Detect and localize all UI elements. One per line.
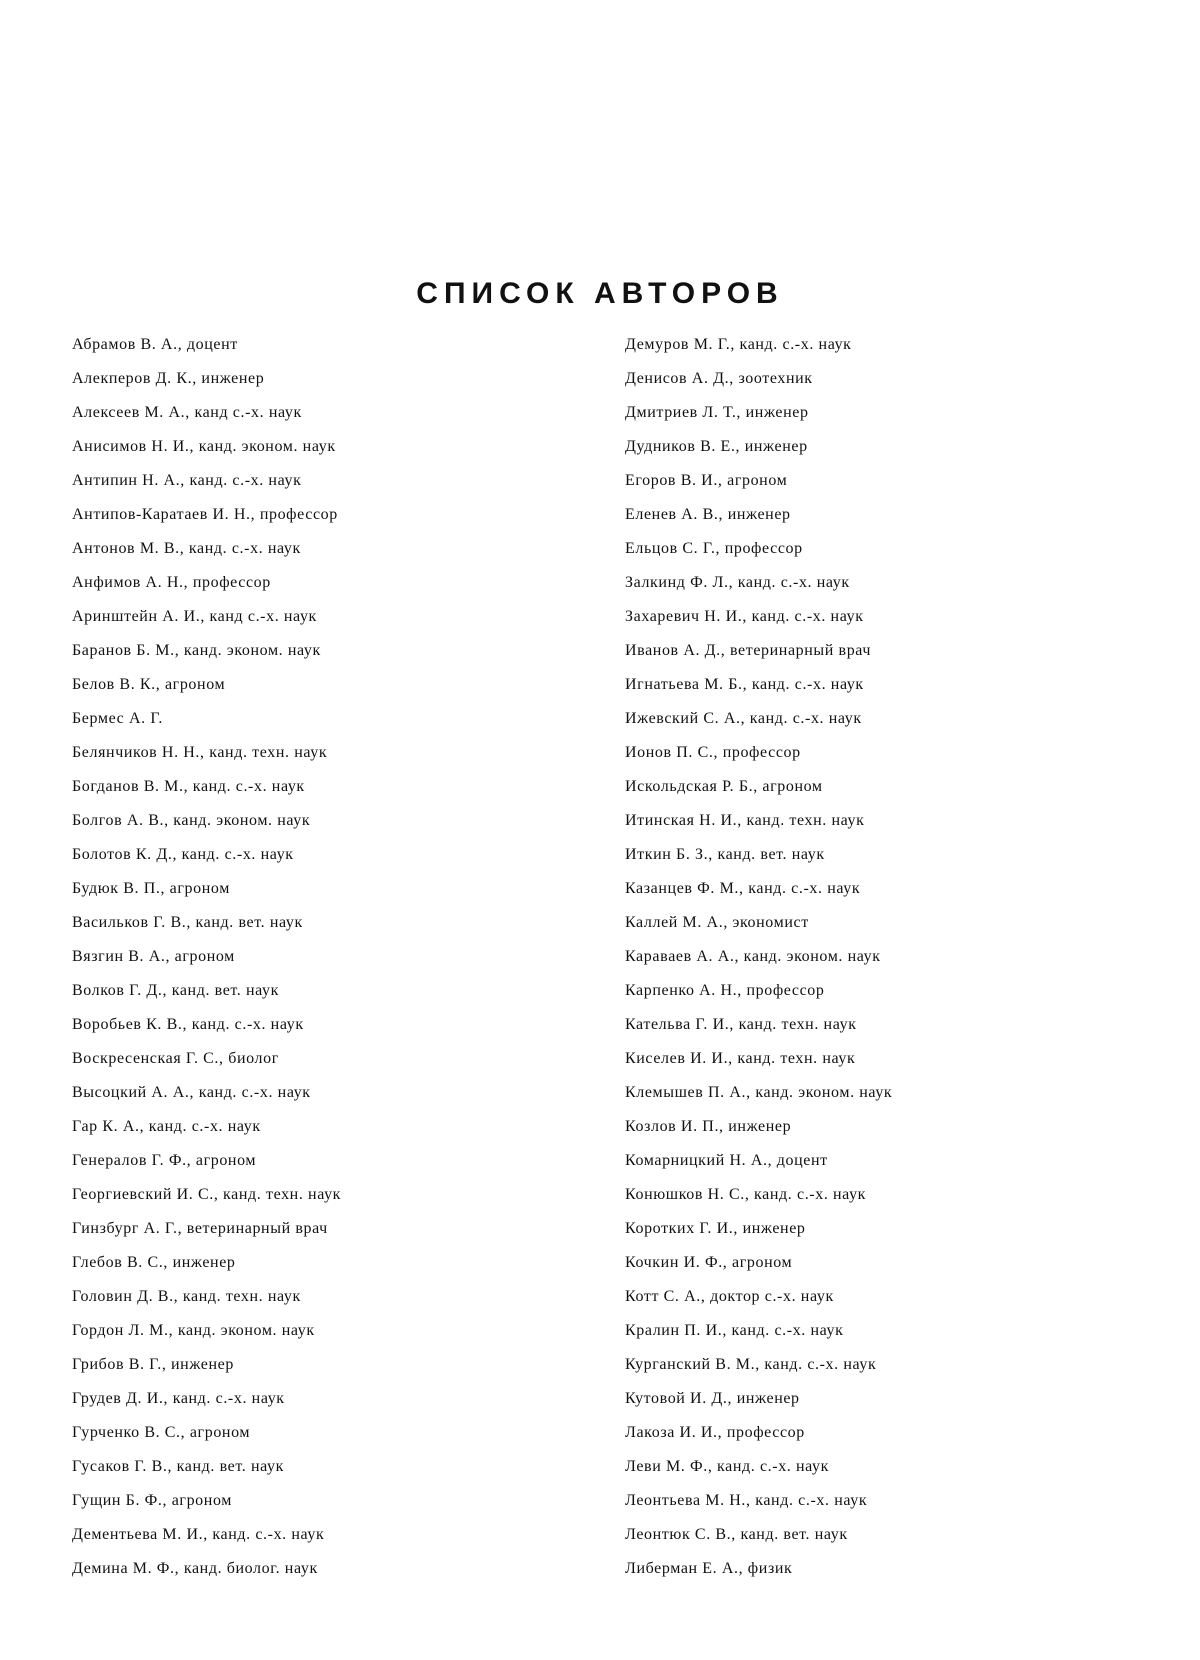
author-entry: Каравaев А. А., канд. эконом. наук	[625, 948, 881, 965]
author-entry: Гинзбург А. Г., ветеринарный врач	[72, 1220, 328, 1237]
author-list-left-column	[72, 328, 592, 1586]
author-entry: Аринштейн А. И., канд с.-х. наук	[72, 608, 317, 625]
author-entry: Воскресенская Г. С., биолог	[72, 1050, 279, 1067]
author-entry: Болотов К. Д., канд. с.-х. наук	[72, 846, 294, 863]
author-entry: Белов В. К., агроном	[72, 676, 226, 693]
author-entry: Вязгин В. А., агроном	[72, 948, 235, 965]
author-entry: Головин Д. В., канд. техн. наук	[72, 1288, 301, 1305]
author-entry: Козлов И. П., инженер	[625, 1118, 792, 1135]
author-entry: Белянчиков Н. Н., канд. техн. наук	[72, 744, 328, 761]
author-entry: Грибов В. Г., инженер	[72, 1356, 234, 1373]
author-entry: Леонтьева М. Н., канд. с.-х. наук	[625, 1492, 868, 1509]
author-list-right-column	[625, 328, 1145, 1586]
author-entry: Иткин Б. З., канд. вет. наук	[625, 846, 825, 863]
author-entry: Итинская Н. И., канд. техн. наук	[625, 812, 865, 829]
author-entry: Гордон Л. М., канд. эконом. наук	[72, 1322, 315, 1339]
author-entry: Грудев Д. И., канд. с.-х. наук	[72, 1390, 285, 1407]
author-entry: Антонов М. В., канд. с.-х. наук	[72, 540, 301, 557]
author-entry: Гусаков Г. В., канд. вет. наук	[72, 1458, 284, 1475]
author-entry: Будюк В. П., агроном	[72, 880, 230, 897]
author-entry: Еленев А. В., инженер	[625, 506, 791, 523]
author-entry: Карпенко А. Н., профессор	[625, 982, 825, 999]
author-entry: Леви М. Ф., канд. с.-х. наук	[625, 1458, 830, 1475]
author-entry: Захаревич Н. И., канд. с.-х. наук	[625, 608, 864, 625]
author-entry: Ельцов С. Г., профессор	[625, 540, 803, 557]
author-entry: Баранов Б. М., канд. эконом. наук	[72, 642, 321, 659]
author-entry: Генералов Г. Ф., агроном	[72, 1152, 257, 1169]
author-entry: Залкинд Ф. Л., канд. с.-х. наук	[625, 574, 850, 591]
author-entry: Котт С. А., доктор с.-х. наук	[625, 1288, 834, 1305]
author-entry: Абрамов В. А., доцент	[72, 336, 238, 353]
author-entry: Игнатьева М. Б., канд. с.-х. наук	[625, 676, 864, 693]
author-entry: Конюшков Н. С., канд. с.-х. наук	[625, 1186, 867, 1203]
author-entry: Кательва Г. И., канд. техн. наук	[625, 1016, 857, 1033]
author-entry: Гурченко В. С., агроном	[72, 1424, 251, 1441]
author-entry: Бермес А. Г.	[72, 710, 163, 727]
author-entry: Волков Г. Д., канд. вет. наук	[72, 982, 280, 999]
author-entry: Демина М. Ф., канд. биолог. наук	[72, 1560, 318, 1577]
author-entry: Кралин П. И., канд. с.-х. наук	[625, 1322, 844, 1339]
author-entry: Комарницкий Н. А., доцент	[625, 1152, 828, 1169]
author-entry: Либерман Е. А., физик	[625, 1560, 793, 1577]
author-entry: Демуров М. Г., канд. с.-х. наук	[625, 336, 852, 353]
author-entry: Ижевский С. А., канд. с.-х. наук	[625, 710, 862, 727]
author-entry: Алекперов Д. К., инженер	[72, 370, 265, 387]
author-entry: Лакоза И. И., профессор	[625, 1424, 805, 1441]
author-entry: Леонтюк С. В., канд. вет. наук	[625, 1526, 848, 1543]
author-entry: Богданов В. М., канд. с.-х. наук	[72, 778, 305, 795]
author-entry: Егоров В. И., агроном	[625, 472, 788, 489]
author-entry: Иванов А. Д., ветеринарный врач	[625, 642, 872, 659]
author-entry: Киселев И. И., канд. техн. наук	[625, 1050, 856, 1067]
author-entry: Антипов-Каратаев И. Н., профессор	[72, 506, 338, 523]
author-entry: Анфимов А. Н., профессор	[72, 574, 271, 591]
author-entry: Дмитриев Л. Т., инженер	[625, 404, 809, 421]
author-entry: Болгов А. В., канд. эконом. наук	[72, 812, 311, 829]
author-entry: Кочкин И. Ф., агроном	[625, 1254, 793, 1271]
author-entry: Каллей М. А., экономист	[625, 914, 809, 931]
author-entry: Казанцев Ф. М., канд. с.-х. наук	[625, 880, 861, 897]
author-entry: Искольдская Р. Б., агроном	[625, 778, 823, 795]
author-entry: Денисов А. Д., зоотехник	[625, 370, 813, 387]
author-entry: Васильков Г. В., канд. вет. наук	[72, 914, 303, 931]
author-entry: Глебов В. С., инженер	[72, 1254, 236, 1271]
author-entry: Анисимов Н. И., канд. эконом. наук	[72, 438, 336, 455]
author-entry: Ионов П. С., профессор	[625, 744, 801, 761]
author-entry: Гущин Б. Ф., агроном	[72, 1492, 232, 1509]
author-entry: Клемышев П. А., канд. эконом. наук	[625, 1084, 893, 1101]
author-entry: Коротких Г. И., инженер	[625, 1220, 806, 1237]
author-entry: Курганский В. М., канд. с.-х. наук	[625, 1356, 877, 1373]
author-entry: Дементьева М. И., канд. с.-х. наук	[72, 1526, 325, 1543]
author-entry: Гар К. А., канд. с.-х. наук	[72, 1118, 261, 1135]
author-entry: Высоцкий А. А., канд. с.-х. наук	[72, 1084, 311, 1101]
author-entry: Антипин Н. А., канд. с.-х. наук	[72, 472, 302, 489]
author-entry: Воробьев К. В., канд. с.-х. наук	[72, 1016, 304, 1033]
author-entry: Георгиевский И. С., канд. техн. наук	[72, 1186, 342, 1203]
author-entry: Алексеев М. А., канд с.-х. наук	[72, 404, 302, 421]
page-title: СПИСОК АВТОРОВ	[416, 277, 784, 311]
author-entry: Кутовой И. Д., инженер	[625, 1390, 800, 1407]
author-entry: Дудников В. Е., инженер	[625, 438, 808, 455]
